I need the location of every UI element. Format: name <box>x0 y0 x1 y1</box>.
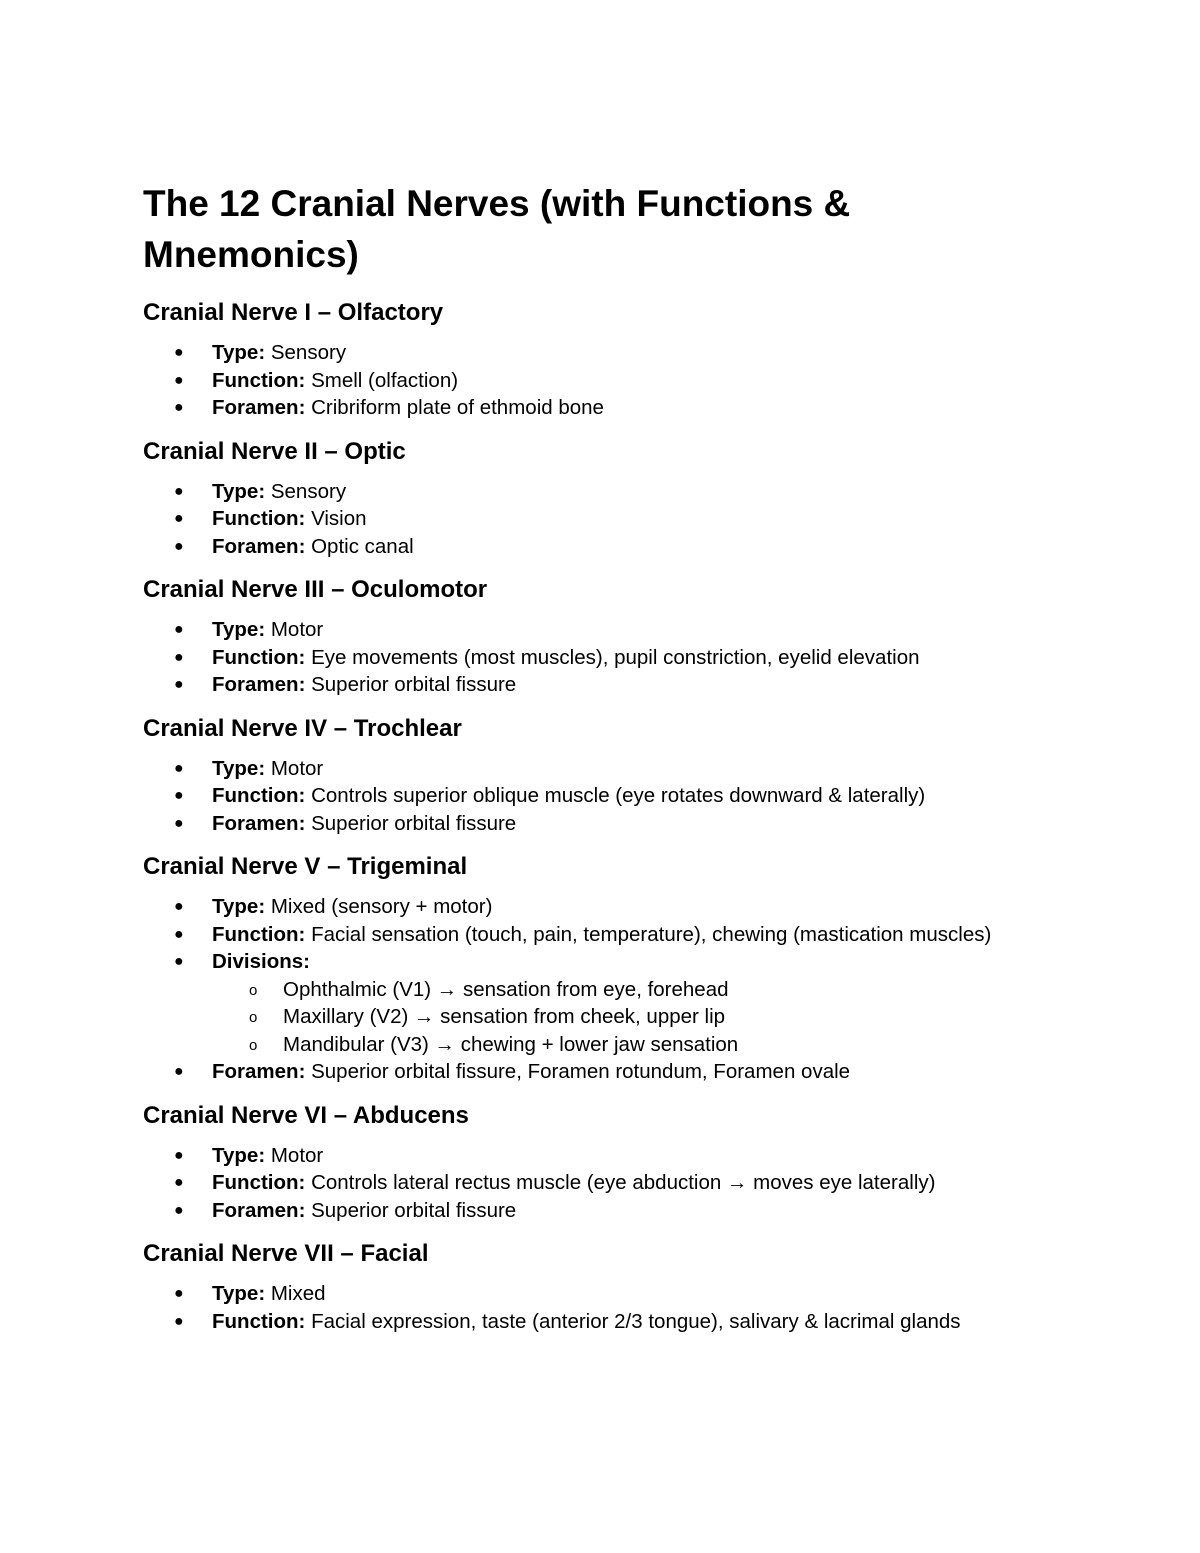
type-label: Type: <box>212 1282 266 1305</box>
nerve-property-list <box>143 616 1063 699</box>
type-item <box>143 1280 1063 1308</box>
nerve-section-3 <box>143 574 1063 699</box>
nerve-property-list <box>143 755 1063 838</box>
type-label: Type: <box>212 479 266 503</box>
function-label: Function: <box>212 784 306 807</box>
function-value: Controls lateral rectus muscle (eye abduction → moves eye laterally) <box>311 1171 936 1194</box>
nerve-section-1 <box>143 297 1063 422</box>
foramen-item <box>143 810 1063 838</box>
type-item <box>143 755 1063 783</box>
foramen-label: Foramen: <box>212 811 306 835</box>
foramen-label: Foramen: <box>212 396 306 419</box>
nerve-heading: Cranial Nerve VI – Abducens <box>143 1101 469 1129</box>
nerve-property-list <box>143 1142 1063 1225</box>
foramen-item <box>143 671 1063 699</box>
foramen-value: Superior orbital fissure <box>311 673 517 696</box>
type-item <box>143 339 1063 367</box>
foramen-value: Superior orbital fissure <box>311 811 517 835</box>
division-text: Ophthalmic (V1) → sensation from eye, forehead <box>283 977 729 1001</box>
type-item <box>143 478 1063 506</box>
nerve-heading: Cranial Nerve I – Olfactory <box>143 299 444 326</box>
function-value: Smell (olfaction) <box>311 368 459 392</box>
nerve-section-5 <box>143 851 1063 1086</box>
function-item <box>143 782 1063 810</box>
foramen-item <box>143 394 1063 422</box>
foramen-value: Optic canal <box>311 534 414 558</box>
divisions-label: Divisions: <box>212 950 310 973</box>
document-page <box>143 178 1063 1349</box>
bullet-icon: ● <box>174 344 184 361</box>
division-text: Maxillary (V2) → sensation from cheek, upper lip <box>283 1005 726 1028</box>
bullet-icon: ● <box>174 925 184 943</box>
bullet-icon: ● <box>174 621 184 638</box>
bullet-icon: ● <box>174 510 184 527</box>
type-value: Motor <box>270 618 324 641</box>
type-label: Type: <box>212 618 266 641</box>
type-label: Type: <box>212 341 266 364</box>
divisions-item <box>143 948 1063 1058</box>
bullet-icon: ● <box>174 1063 184 1080</box>
type-item <box>143 1142 1063 1170</box>
bullet-icon: ● <box>174 1285 184 1302</box>
foramen-value: Superior orbital fissure <box>311 1198 517 1222</box>
bullet-icon: ● <box>174 898 184 915</box>
bullet-icon: ● <box>174 537 184 555</box>
function-label: Function: <box>212 922 306 946</box>
function-item <box>143 1169 1063 1197</box>
nerve-section-7 <box>143 1238 1063 1335</box>
type-value: Motor <box>270 756 324 780</box>
function-value: Eye movements (most muscles), pupil constriction, eyelid elevation <box>311 645 920 669</box>
type-value: Mixed (sensory + motor) <box>270 895 493 918</box>
bullet-icon: ● <box>174 1312 184 1330</box>
nerve-heading: Cranial Nerve V – Trigeminal <box>143 853 468 880</box>
foramen-value: Superior orbital fissure, Foramen rotundum, Foramen ovale <box>311 1060 851 1083</box>
function-item <box>143 367 1063 395</box>
type-value: Mixed <box>270 1282 326 1305</box>
function-value: Facial sensation (touch, pain, temperature), chewing (mastication muscles) <box>311 922 992 946</box>
foramen-label: Foramen: <box>212 534 306 558</box>
bullet-icon: ● <box>174 814 184 832</box>
division-item <box>212 1003 1063 1031</box>
foramen-label: Foramen: <box>212 1198 306 1222</box>
nerve-heading: Cranial Nerve II – Optic <box>143 437 406 465</box>
nerve-property-list <box>143 478 1063 561</box>
foramen-label: Foramen: <box>212 673 306 696</box>
circle-bullet-icon: o <box>249 1036 258 1054</box>
nerve-property-list <box>143 893 1063 1086</box>
type-label: Type: <box>212 1143 266 1167</box>
function-item <box>143 921 1063 949</box>
foramen-value: Cribriform plate of ethmoid bone <box>311 396 604 419</box>
circle-bullet-icon: o <box>249 1009 258 1026</box>
nerve-heading: Cranial Nerve VII – Facial <box>143 1240 429 1267</box>
function-value: Vision <box>311 507 367 530</box>
nerve-property-list <box>143 339 1063 422</box>
function-value: Facial expression, taste (anterior 2/3 tongue), salivary & lacrimal glands <box>311 1309 961 1333</box>
bullet-icon: ● <box>174 399 184 416</box>
type-label: Type: <box>212 895 266 918</box>
bullet-icon: ● <box>174 1174 184 1191</box>
bullet-icon: ● <box>174 371 184 389</box>
function-label: Function: <box>212 368 306 392</box>
divisions-list <box>212 976 1063 1059</box>
bullet-icon: ● <box>174 787 184 804</box>
function-label: Function: <box>212 1171 306 1194</box>
function-label: Function: <box>212 1309 306 1333</box>
function-label: Function: <box>212 507 306 530</box>
nerve-section-2 <box>143 436 1063 561</box>
function-value: Controls superior oblique muscle (eye rotates downward & laterally) <box>311 784 926 807</box>
page-title: The 12 Cranial Nerves (with Functions & Mnemonics) <box>143 183 851 275</box>
bullet-icon: ● <box>174 648 184 666</box>
function-item <box>143 644 1063 672</box>
type-label: Type: <box>212 756 266 780</box>
nerve-heading: Cranial Nerve IV – Trochlear <box>143 714 462 742</box>
division-item <box>212 1031 1063 1059</box>
foramen-item <box>143 1197 1063 1225</box>
circle-bullet-icon: o <box>249 981 258 999</box>
type-item <box>143 893 1063 921</box>
nerve-section-6 <box>143 1100 1063 1225</box>
type-value: Sensory <box>270 479 347 503</box>
foramen-label: Foramen: <box>212 1060 306 1083</box>
foramen-item <box>143 533 1063 561</box>
bullet-icon: ● <box>174 759 184 777</box>
bullet-icon: ● <box>174 676 184 693</box>
function-item <box>143 1308 1063 1336</box>
nerve-section-4 <box>143 713 1063 838</box>
foramen-item <box>143 1058 1063 1086</box>
function-label: Function: <box>212 645 306 669</box>
division-item <box>212 976 1063 1004</box>
type-value: Sensory <box>270 341 347 364</box>
bullet-icon: ● <box>174 1146 184 1164</box>
bullet-icon: ● <box>174 1201 184 1219</box>
bullet-icon: ● <box>174 953 184 970</box>
type-value: Motor <box>270 1143 324 1167</box>
function-item <box>143 505 1063 533</box>
nerve-heading: Cranial Nerve III – Oculomotor <box>143 576 488 603</box>
bullet-icon: ● <box>174 482 184 500</box>
division-text: Mandibular (V3) → chewing + lower jaw sensation <box>283 1032 739 1056</box>
type-item <box>143 616 1063 644</box>
nerve-property-list <box>143 1280 1063 1335</box>
